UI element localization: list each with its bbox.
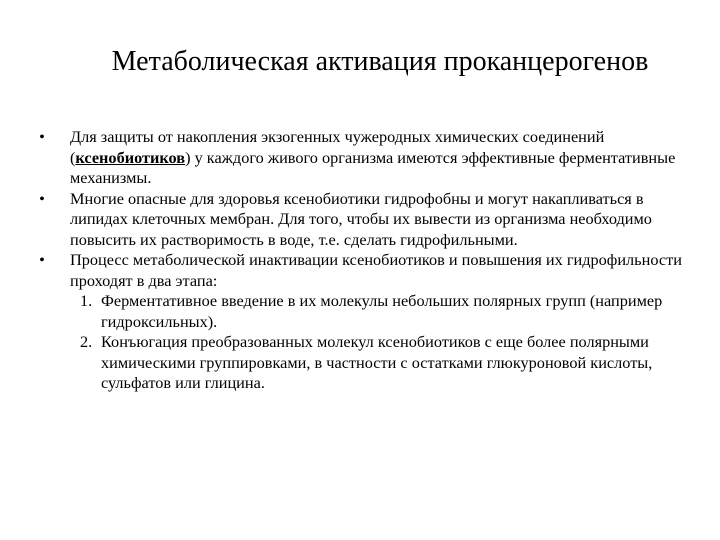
bullet-item-process bbox=[36, 250, 686, 394]
bullet-text: Процесс метаболической инактивации ксенобиотиков и повышения их гидрофильности проходят в два этапа: bbox=[70, 250, 682, 290]
numbered-item-step-1 bbox=[70, 291, 686, 332]
bullet-icon: • bbox=[39, 188, 45, 208]
bullet-list bbox=[36, 127, 686, 394]
bullet-text-continued: ) у каждого живого организма имеются эффективные ферментативные механизмы. bbox=[70, 147, 676, 187]
bullet-icon: • bbox=[39, 250, 45, 269]
step-number: 1. bbox=[80, 291, 93, 310]
slide-content bbox=[36, 127, 686, 394]
bullet-text: Для защиты от накопления экзогенных чужеродных химических соединений ( bbox=[70, 127, 605, 167]
step-text: Ферментативное введение в их молекулы небольших полярных групп (например гидроксильных). bbox=[101, 291, 663, 331]
bullet-text: Многие опасные для здоровья ксенобиотики гидрофобны и могут накапливаться в липидах клеточных мембран. Для того, чтобы их вывести из организма необходимо повысить их растворимость в воде, т.е. сделать гидрофильными. bbox=[70, 188, 652, 249]
step-number: 2. bbox=[80, 332, 93, 351]
numbered-list bbox=[70, 291, 686, 394]
bullet-item-protection bbox=[36, 127, 686, 189]
term-xenobiotics: ксенобиотиков bbox=[75, 147, 186, 167]
bullet-item-hydrophobic bbox=[36, 189, 686, 251]
numbered-item-step-2 bbox=[70, 332, 686, 394]
slide-title: Метаболическая активация проканцерогенов bbox=[111, 46, 649, 77]
bullet-icon: • bbox=[39, 127, 45, 146]
step-text: Конъюгация преобразованных молекул ксенобиотиков с еще более полярными химическими группировками, в частности с остатками глюкуроновой кислоты, сульфатов или глицина. bbox=[101, 332, 653, 392]
